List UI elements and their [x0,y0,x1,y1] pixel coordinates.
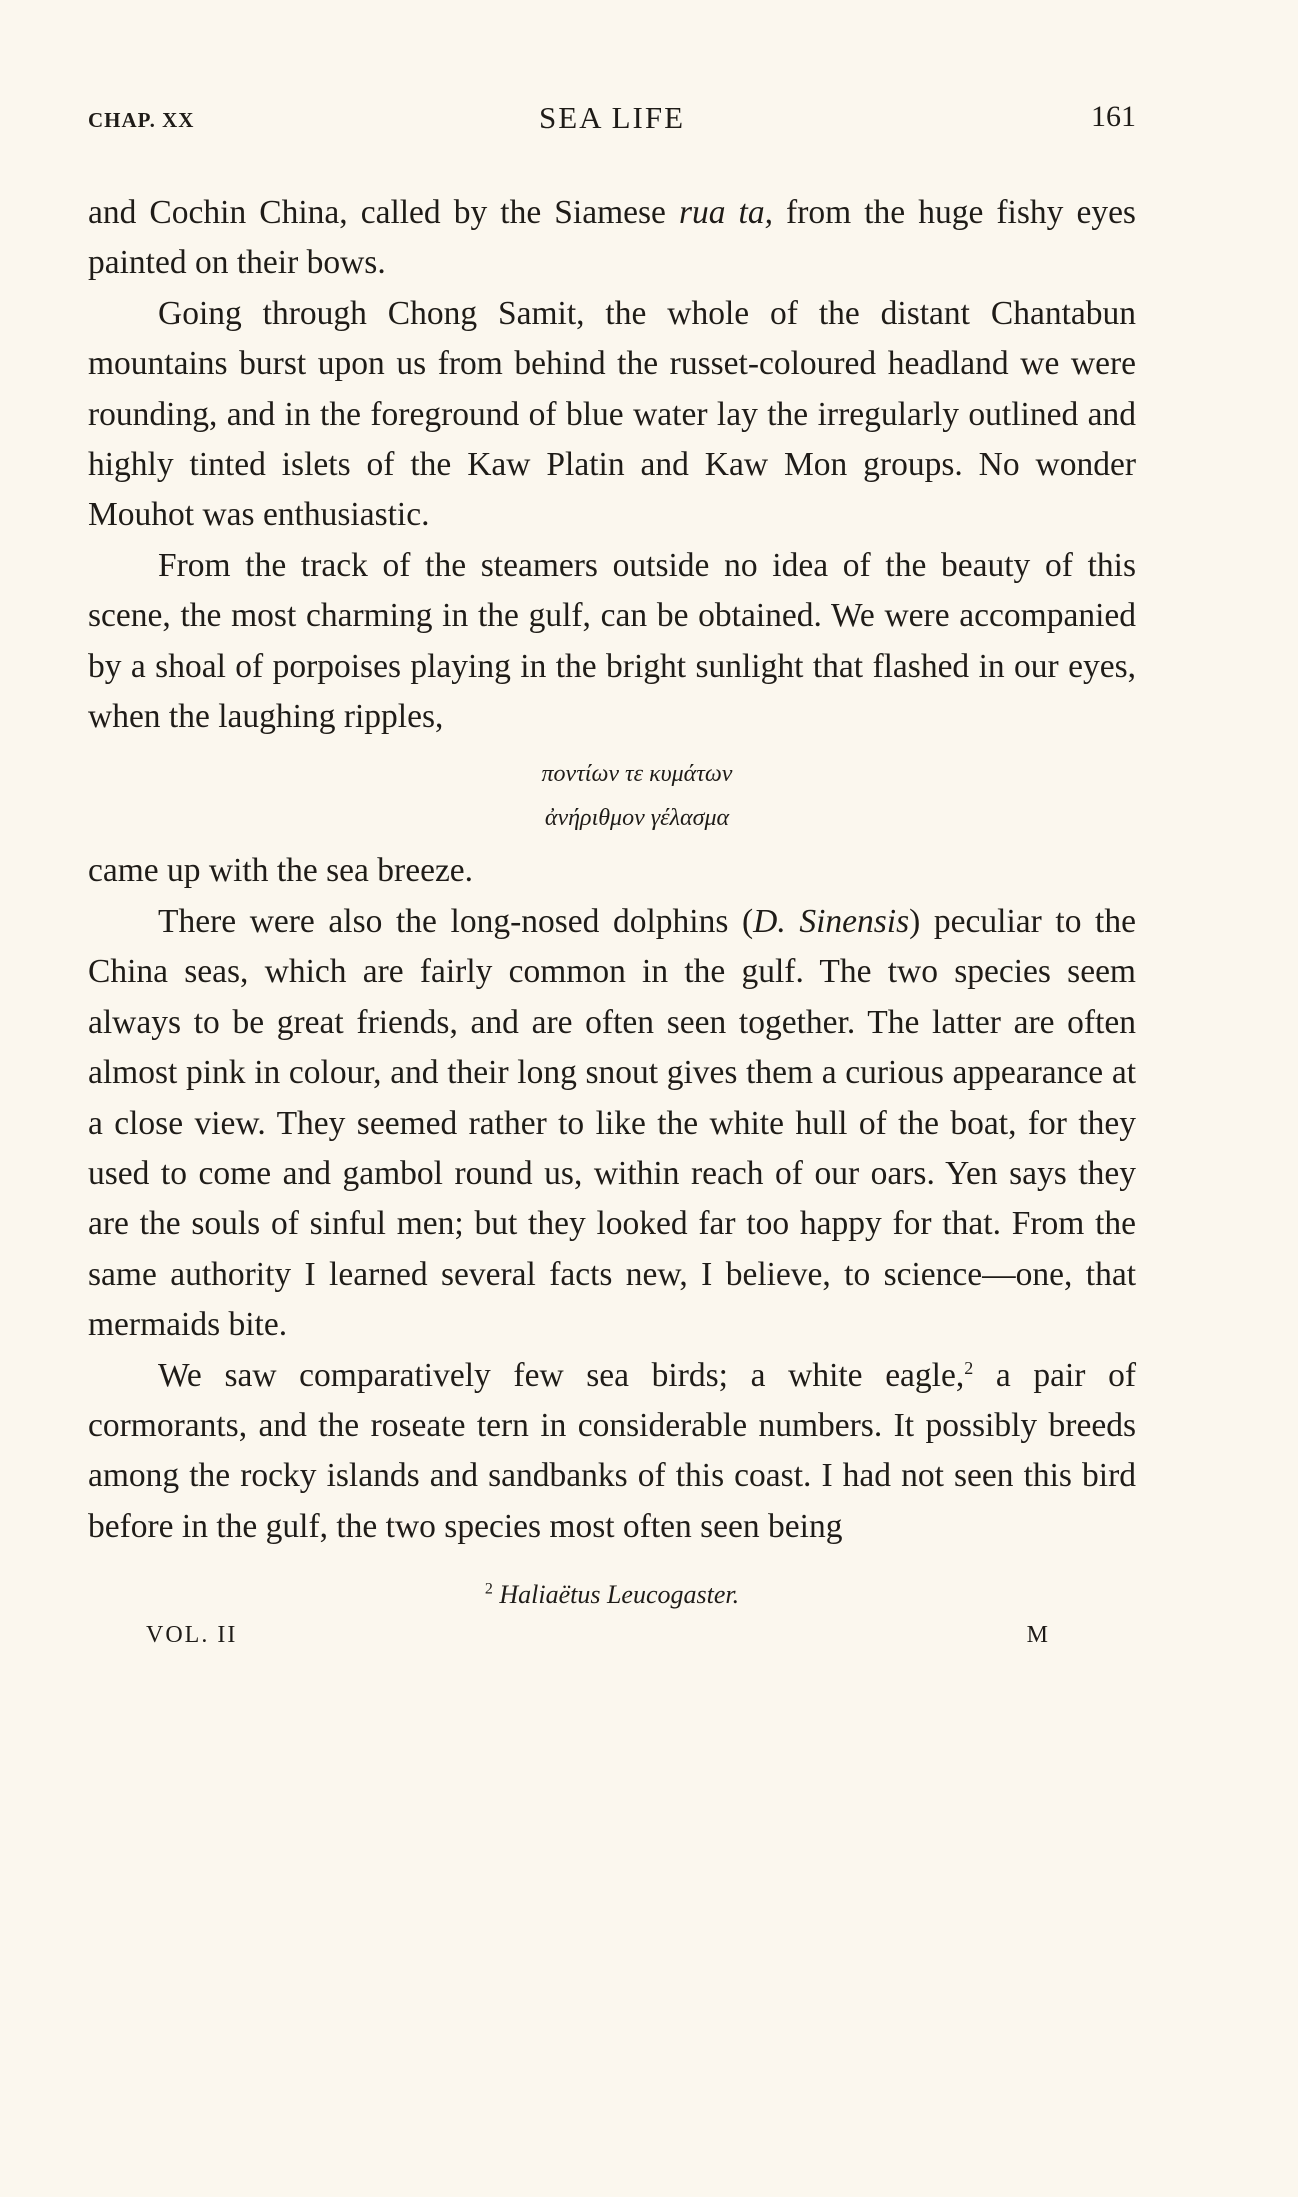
paragraph [88,1351,1136,1553]
paragraphs-after [88,846,1136,1552]
text-run: came up with the sea breeze. [88,852,474,890]
italic-text: rua ta, [678,194,773,231]
paragraph [88,541,1136,743]
text-run: There were also the long-nosed dolphins ( [158,902,754,940]
text-run: ) peculiar to the China seas, which are fairly common in the gulf. The two species seem always to be great friends, and are often seen together. The latter are often almost pink in colour, and their long snout gives them a curious appearance at a close view. They seemed rather to like the white hull of the boat, for they used to come and gambol round us, within reach of our oars. Yen says they are the souls of sinful men; but they looked far too happy for that. From the same authority I learned several facts new, I believe, to science—one, that mermaids bite. [88,902,1136,1344]
greek-quote [88,752,1136,840]
paragraphs-before [88,188,1136,742]
chapter-label: CHAP. XX [88,108,195,132]
text-run: We saw comparatively few sea birds; a white eagle, [158,1356,965,1394]
page-footer [88,1622,1136,1672]
footnote-marker: 2 [484,1580,493,1598]
paragraph [88,188,1136,289]
greek-quote-line: ἀνήριθμον γέλασμα [544,805,730,832]
greek-quote-line: ποντίων τε κυμάτων [541,761,733,788]
text-run: a pair of cormorants, and the roseate tern in considerable numbers. It possibly breeds among the rocky islands and sandbanks of this coast. I had not seen this bird before in the gulf, the two species most often seen being [88,1356,1136,1545]
running-title: SEA LIFE [538,100,686,135]
volume-label: VOL. II [146,1622,238,1649]
paragraph [88,897,1136,1351]
text-run: from the huge fishy eyes painted on their bows. [88,194,1136,282]
page-number: 161 [1091,100,1136,133]
footnote-text: Haliaëtus Leucogaster. [499,1580,740,1610]
paragraph [88,289,1136,541]
text-run: Going through Chong Samit, the whole of the distant Chantabun mountains burst upon us from behind the russet-coloured headland we were rounding, and in the foreground of blue water lay the irregularly outlined and highly tinted islets of the Kaw Platin and Kaw Mon groups. No wonder Mouhot was enthusiastic. [88,294,1136,534]
footnote-ref: 2 [964,1357,974,1378]
book-page [88,100,1136,1672]
text-run: and Cochin China, called by the Siamese [88,194,679,231]
paragraph [88,846,1136,896]
body-text [88,188,1136,1552]
signature-mark: M [1026,1622,1048,1649]
footnote [88,1580,1136,1610]
text-run: From the track of the steamers outside no idea of the beauty of this scene, the most charming in the gulf, can be obtained. We were accompanied by a shoal of porpoises playing in the bright sunlight that flashed in our eyes, when the laughing ripples, [88,546,1136,736]
italic-text: D. Sinensis [753,902,910,940]
running-header [88,100,1136,150]
